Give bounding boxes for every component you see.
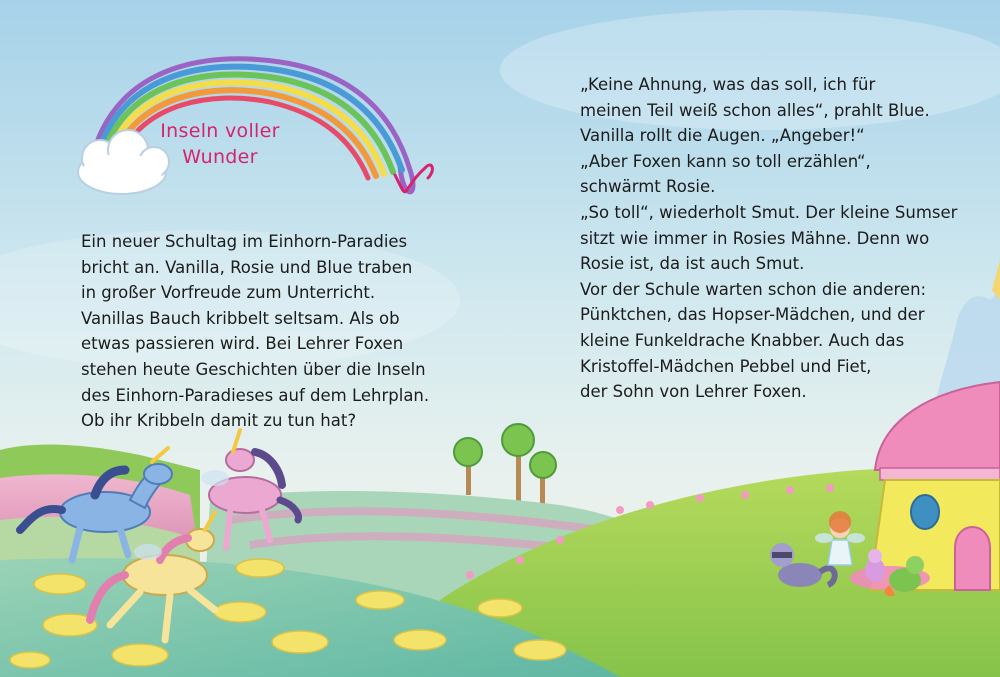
text-line: „So toll“, wiederholt Smut. Der kleine Sumser xyxy=(580,202,958,222)
text-line: „Aber Foxen kann so toll erzählen“, xyxy=(580,151,871,171)
text-line: in großer Vorfreude zum Unterricht. xyxy=(81,283,376,303)
text-line: Ob ihr Kribbeln damit zu tun hat? xyxy=(81,411,357,431)
text-line: Vanillas Bauch kribbelt seltsam. Als ob xyxy=(81,308,400,328)
text-line: des Einhorn-Paradieses auf dem Lehrplan. xyxy=(81,385,430,405)
text-line: etwas passieren wird. Bei Lehrer Foxen xyxy=(81,334,404,354)
chapter-title xyxy=(150,118,290,170)
text-line: Rosie ist, da ist auch Smut. xyxy=(580,254,805,274)
chapter-title-line-1: Inseln voller xyxy=(160,120,280,142)
text-line: der Sohn von Lehrer Foxen. xyxy=(580,382,807,402)
text-line: stehen heute Geschichten über die Inseln xyxy=(81,359,426,379)
text-line: schwärmt Rosie. xyxy=(580,177,716,197)
text-line: Pünktchen, das Hopser-Mädchen, und der xyxy=(580,305,925,325)
text-line: bricht an. Vanilla, Rosie und Blue traben xyxy=(81,257,413,277)
text-line: Kristoffel-Mädchen Pebbel und Fiet, xyxy=(580,356,872,376)
text-line: Ein neuer Schultag im Einhorn-Paradies xyxy=(81,232,408,251)
text-line: Vanilla rollt die Augen. „Angeber!“ xyxy=(580,126,865,146)
chapter-title-line-2: Wunder xyxy=(182,146,258,168)
right-page-text xyxy=(580,72,957,405)
text-line: kleine Funkeldrache Knabber. Auch das xyxy=(580,330,905,350)
text-line: „Keine Ahnung, was das soll, ich für xyxy=(580,75,876,94)
text-line: sitzt wie immer in Rosies Mähne. Denn wo xyxy=(580,228,930,248)
text-line: Vor der Schule warten schon die anderen: xyxy=(580,279,927,299)
text-line: meinen Teil weiß schon alles“, prahlt Blue. xyxy=(580,100,930,120)
left-page-text xyxy=(81,229,429,434)
